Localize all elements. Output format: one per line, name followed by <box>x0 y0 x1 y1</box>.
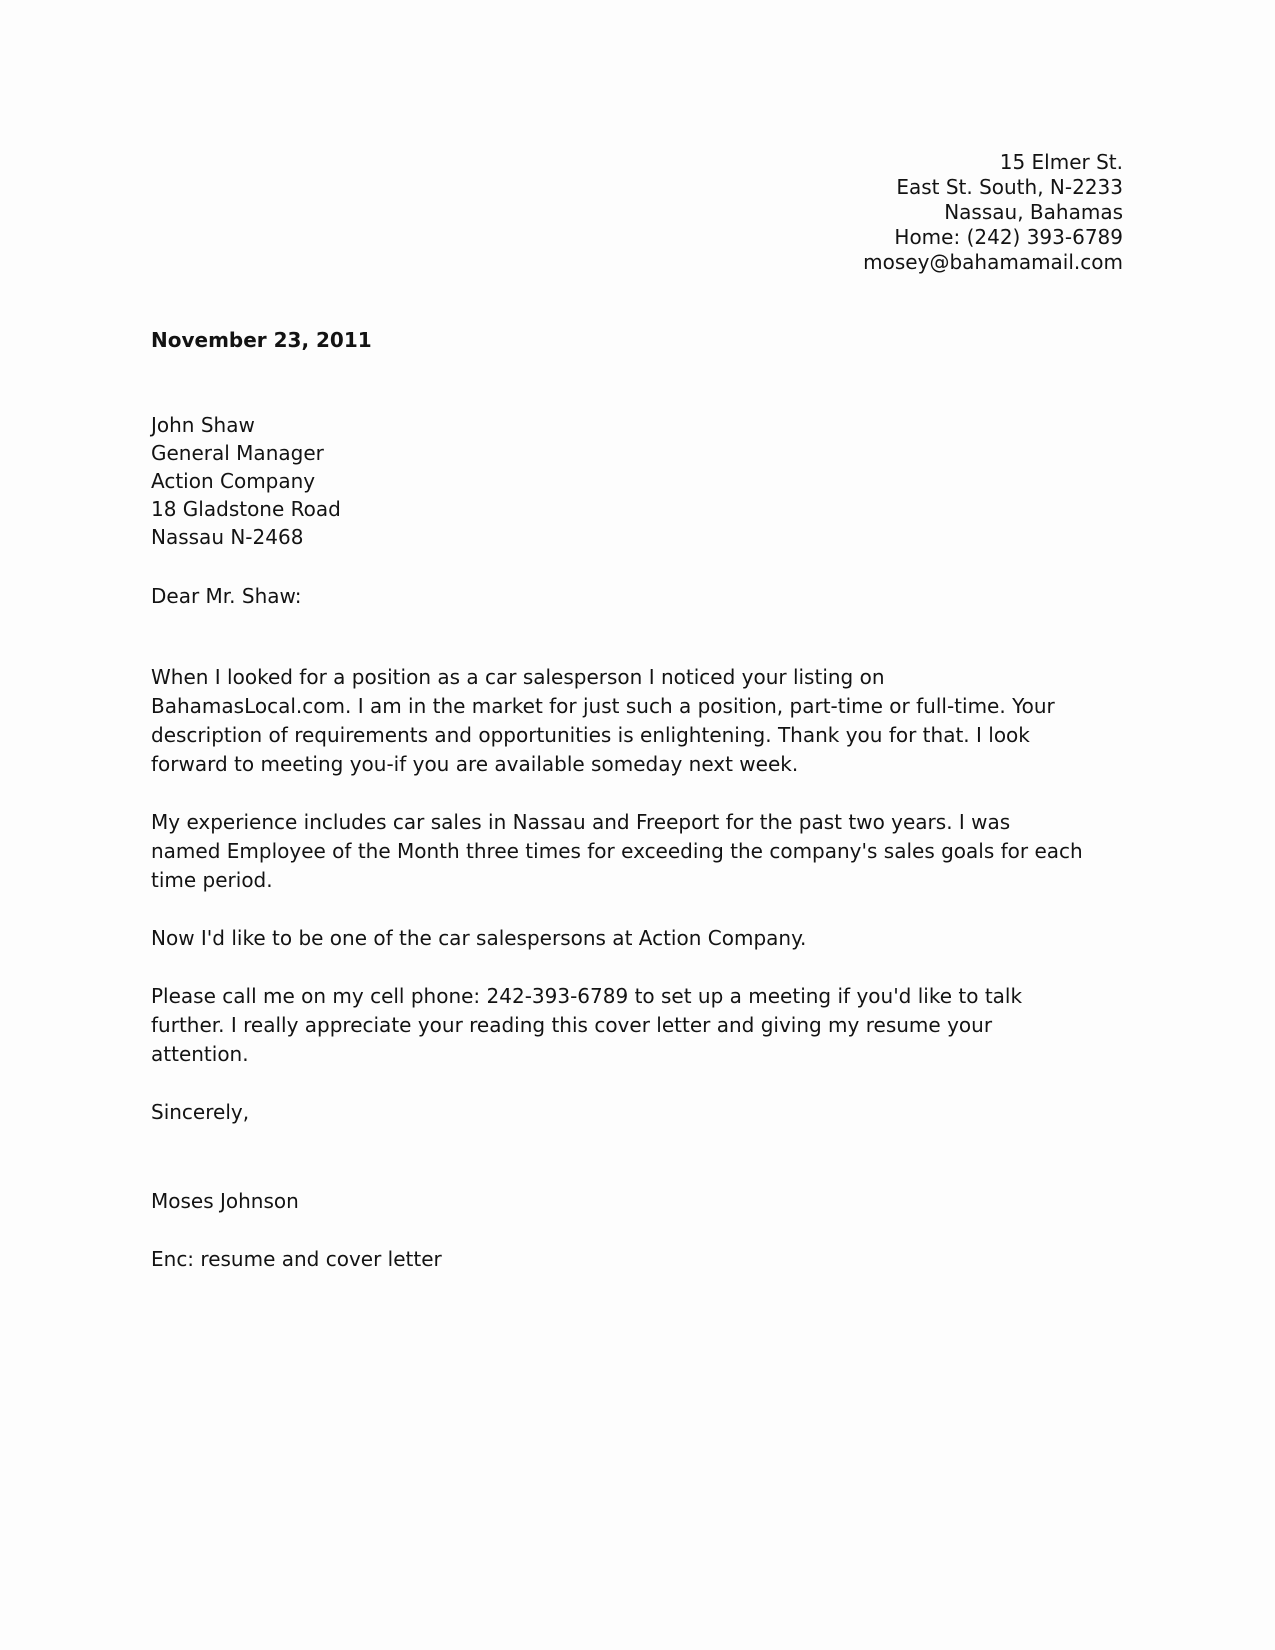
closing: Sincerely, <box>151 1100 250 1124</box>
body-text-line: named Employee of the Month three times for exceeding the company's sales goals for each <box>151 839 1083 863</box>
body-text-line: attention. <box>151 1042 249 1066</box>
recipient-address-line: 18 Gladstone Road <box>151 497 341 521</box>
body-text-line: My experience includes car sales in Nassau and Freeport for the past two years. I was <box>151 810 1011 834</box>
body-text-line: BahamasLocal.com. I am in the market for just such a position, part-time or full-time. Your <box>151 694 1055 718</box>
body-text-line: Now I'd like to be one of the car salespersons at Action Company. <box>151 926 807 950</box>
sender-address-block <box>151 150 1123 275</box>
salutation: Dear Mr. Shaw: <box>151 584 302 608</box>
body-text-line: time period. <box>151 868 273 892</box>
body-text-line: further. I really appreciate your reading this cover letter and giving my resume your <box>151 1013 993 1037</box>
recipient-address-line: Action Company <box>151 469 316 493</box>
sender-address-line: East St. South, N-2233 <box>896 175 1123 199</box>
letter-date: November 23, 2011 <box>151 328 372 352</box>
body-paragraph-3 <box>151 924 1123 953</box>
body-text-line: description of requirements and opportunities is enlightening. Thank you for that. I look <box>151 723 1030 747</box>
enclosure-note: Enc: resume and cover letter <box>151 1247 442 1271</box>
body-paragraph-4 <box>151 982 1123 1069</box>
recipient-address-line: John Shaw <box>151 413 255 437</box>
body-text-line: When I looked for a position as a car salesperson I noticed your listing on <box>151 665 885 689</box>
recipient-address-line: Nassau N-2468 <box>151 525 304 549</box>
sender-address-line: mosey@bahamamail.com <box>863 250 1123 274</box>
body-text-line: forward to meeting you-if you are available someday next week. <box>151 752 799 776</box>
recipient-address-block <box>151 411 1123 551</box>
sender-address-line: 15 Elmer St. <box>999 150 1123 174</box>
body-paragraph-1 <box>151 663 1123 779</box>
signature-name: Moses Johnson <box>151 1189 299 1213</box>
body-paragraph-2 <box>151 808 1123 895</box>
body-text-line: Please call me on my cell phone: 242-393-6789 to set up a meeting if you'd like to talk <box>151 984 1023 1008</box>
recipient-address-line: General Manager <box>151 441 324 465</box>
sender-address-line: Home: (242) 393-6789 <box>894 225 1123 249</box>
letter-body <box>151 663 1123 1069</box>
sender-address-line: Nassau, Bahamas <box>944 200 1123 224</box>
